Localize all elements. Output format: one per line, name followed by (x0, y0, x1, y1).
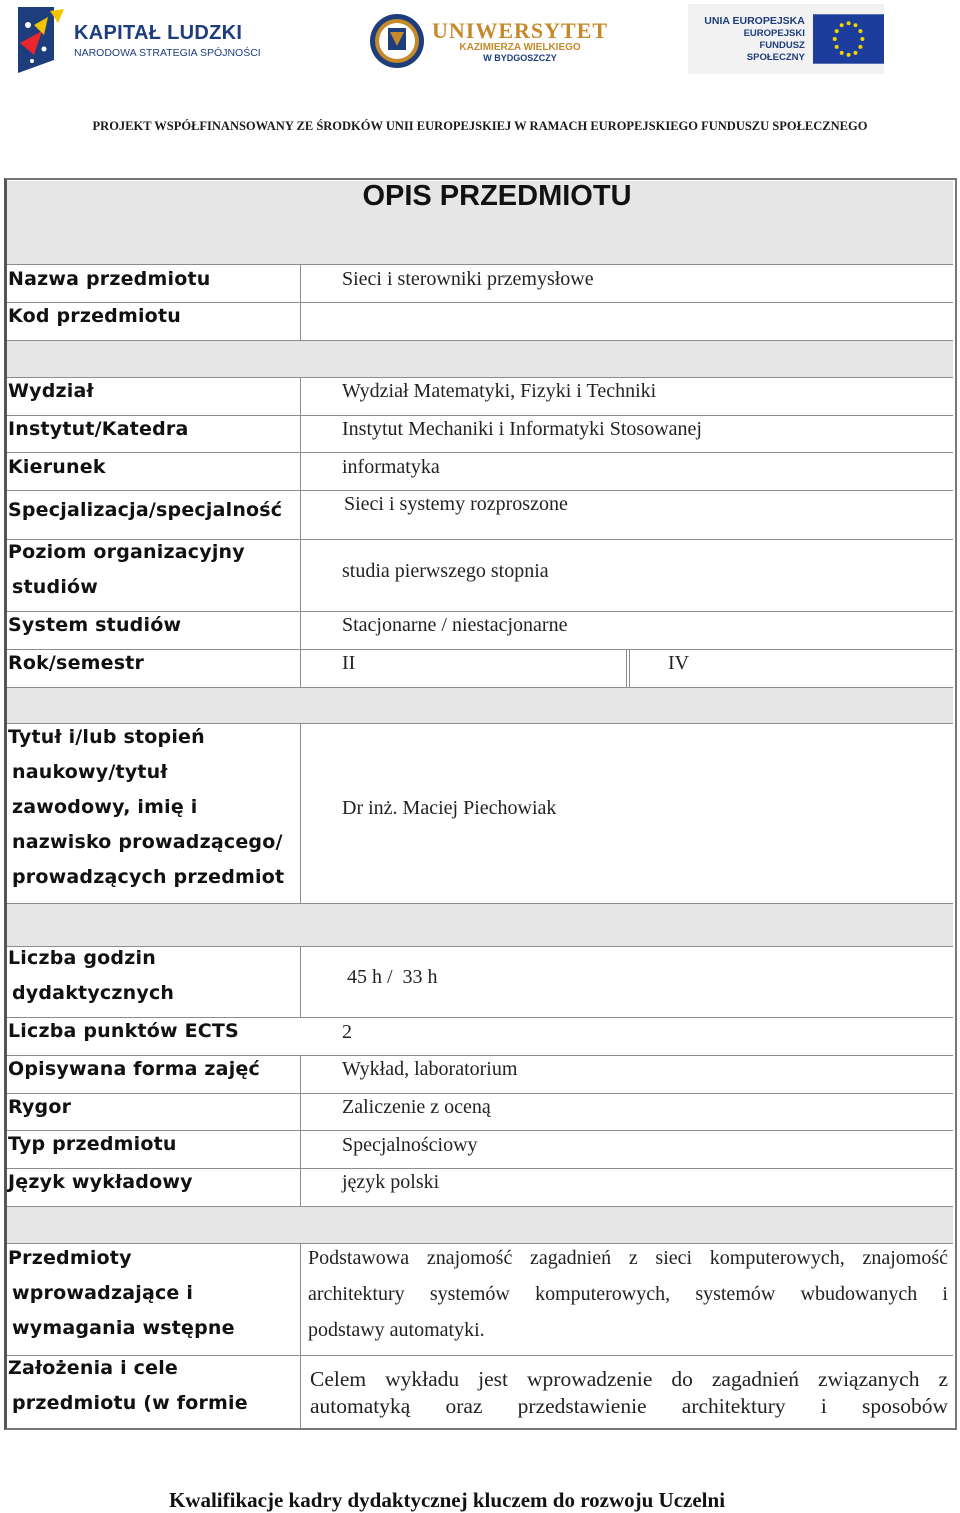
separator-band-4 (7, 1207, 953, 1243)
value-semestr: IV (668, 652, 690, 674)
value-kierunek: informatyka (342, 456, 440, 478)
column-divider (300, 723, 301, 904)
label-wymagania-line3: wymagania wstępne (12, 1317, 235, 1339)
label-cele-line2: przedmiotu (w formie (12, 1392, 248, 1414)
label-cele-line1: Założenia i cele (8, 1357, 178, 1379)
eu-logo (688, 4, 884, 74)
label-instytut: Instytut/Katedra (8, 418, 189, 440)
header (0, 0, 960, 90)
label-kod: Kod przedmiotu (8, 305, 181, 327)
form-title: OPIS PRZEDMIOTU (362, 180, 632, 212)
value-nazwa: Sieci i sterowniki przemysłowe (342, 268, 594, 290)
row-line (7, 1243, 953, 1244)
label-ects: Liczba punktów ECTS (8, 1020, 239, 1042)
label-system: System studiów (8, 614, 182, 636)
kapital-ludzki-subtitle: NARODOWA STRATEGIA SPÓJNOŚCI (74, 46, 261, 59)
value-cele-line2: automatyką oraz przedstawienie architektury i sposobów (310, 1394, 948, 1418)
ukw-title: UNIWERSYTET (432, 17, 609, 43)
value-typ: Specjalnościowy (342, 1134, 478, 1156)
value-godziny: 45 h / 33 h (347, 966, 438, 988)
value-prowadzacy: Dr inż. Maciej Piechowiak (342, 797, 557, 819)
value-wymagania-line3: podstawy automatyki. (308, 1319, 485, 1341)
row-line (7, 452, 953, 453)
row-line (7, 377, 953, 378)
value-instytut: Instytut Mechaniki i Informatyki Stosowanej (342, 418, 702, 440)
eu-fund-line2: FUNDUSZ SPOŁECZNY (746, 39, 805, 63)
value-cele-line1: Celem wykładu jest wprowadzenie do zagadnień związanych z (310, 1367, 948, 1391)
column-divider (300, 1243, 301, 1428)
label-prowadzacy-line4: nazwisko prowadzącego/ (12, 831, 283, 853)
eu-title: UNIA EUROPEJSKA (704, 14, 805, 27)
row-line (7, 1206, 953, 1207)
label-jezyk: Język wykładowy (8, 1171, 193, 1193)
label-godziny-line1: Liczba godzin (8, 947, 156, 969)
value-rygor: Zaliczenie z oceną (342, 1096, 491, 1118)
value-ects: 2 (342, 1021, 352, 1043)
label-prowadzacy-line5: prowadzących przedmiot (12, 866, 285, 888)
value-wydzial: Wydział Matematyki, Fizyki i Techniki (342, 380, 657, 402)
label-wymagania-line1: Przedmioty (8, 1247, 132, 1269)
ukw-logo (368, 10, 608, 72)
project-funding-line: PROJEKT WSPÓŁFINANSOWANY ZE ŚRODKÓW UNII EUROPEJSKIEJ W RAMACH EUROPEJSKIEGO FUNDUSZU SPOŁECZNEGO (92, 119, 868, 133)
semester-divider (629, 649, 630, 687)
ukw-crest-icon (368, 12, 426, 70)
separator-band-2 (7, 688, 953, 723)
label-wymagania-line2: wprowadzające i (12, 1282, 194, 1304)
value-wymagania-line2: architektury systemów komputerowych, systemów wbudowanych i (308, 1283, 948, 1305)
label-rok: Rok/semestr (8, 652, 145, 674)
row-line (7, 340, 953, 341)
value-rok: II (342, 652, 356, 674)
value-poziom: studia pierwszego stopnia (342, 560, 549, 582)
eu-fund-line1: EUROPEJSKI (743, 27, 805, 39)
row-line (7, 687, 953, 688)
row-line (7, 490, 953, 491)
label-nazwa: Nazwa przedmiotu (8, 268, 211, 290)
label-prowadzacy-line3: zawodowy, imię i (12, 796, 198, 818)
kapital-ludzki-emblem-icon (14, 5, 66, 75)
separator-band-3 (7, 904, 953, 946)
row-line (7, 649, 953, 650)
kapital-ludzki-title: KAPITAŁ LUDZKI (74, 21, 243, 44)
ukw-city: W BYDGOSZCZY (483, 52, 557, 63)
value-wymagania-line1: Podstawowa znajomość zagadnień z sieci komputerowych, znajomość (308, 1247, 948, 1269)
row-line (7, 903, 953, 904)
footer-slogan: Kwalifikacje kadry dydaktycznej kluczem do rozwoju Uczelni (168, 1488, 726, 1512)
kapital-ludzki-logo (14, 4, 261, 76)
eu-flag-icon (813, 14, 884, 64)
row-line (7, 1093, 953, 1094)
label-typ: Typ przedmiotu (8, 1133, 177, 1155)
label-prowadzacy-line1: Tytuł i/lub stopień (8, 726, 205, 748)
separator-band-1 (7, 341, 953, 377)
ukw-subtitle: KAZIMIERZA WIELKIEGO (459, 41, 581, 53)
column-divider (300, 946, 301, 1018)
value-forma: Wykład, laboratorium (342, 1058, 518, 1080)
column-divider (300, 1055, 301, 1207)
value-specjalizacja: Sieci i systemy rozproszone (344, 493, 568, 515)
value-system: Stacjonarne / niestacjonarne (342, 614, 568, 636)
column-divider (300, 377, 301, 688)
label-wydzial: Wydział (8, 380, 94, 402)
label-forma: Opisywana forma zajęć (8, 1058, 260, 1080)
column-divider (300, 264, 301, 341)
label-rygor: Rygor (8, 1096, 72, 1118)
value-jezyk: język polski (342, 1171, 440, 1193)
label-specjalizacja: Specjalizacja/specjalność (8, 499, 283, 521)
label-prowadzacy-line2: naukowy/tytuł (12, 761, 168, 783)
label-godziny-line2: dydaktycznych (12, 982, 175, 1004)
label-kierunek: Kierunek (8, 456, 106, 478)
semester-divider (626, 649, 627, 687)
label-poziom-line1: Poziom organizacyjny (8, 541, 245, 563)
label-poziom-line2: studiów (12, 576, 99, 598)
